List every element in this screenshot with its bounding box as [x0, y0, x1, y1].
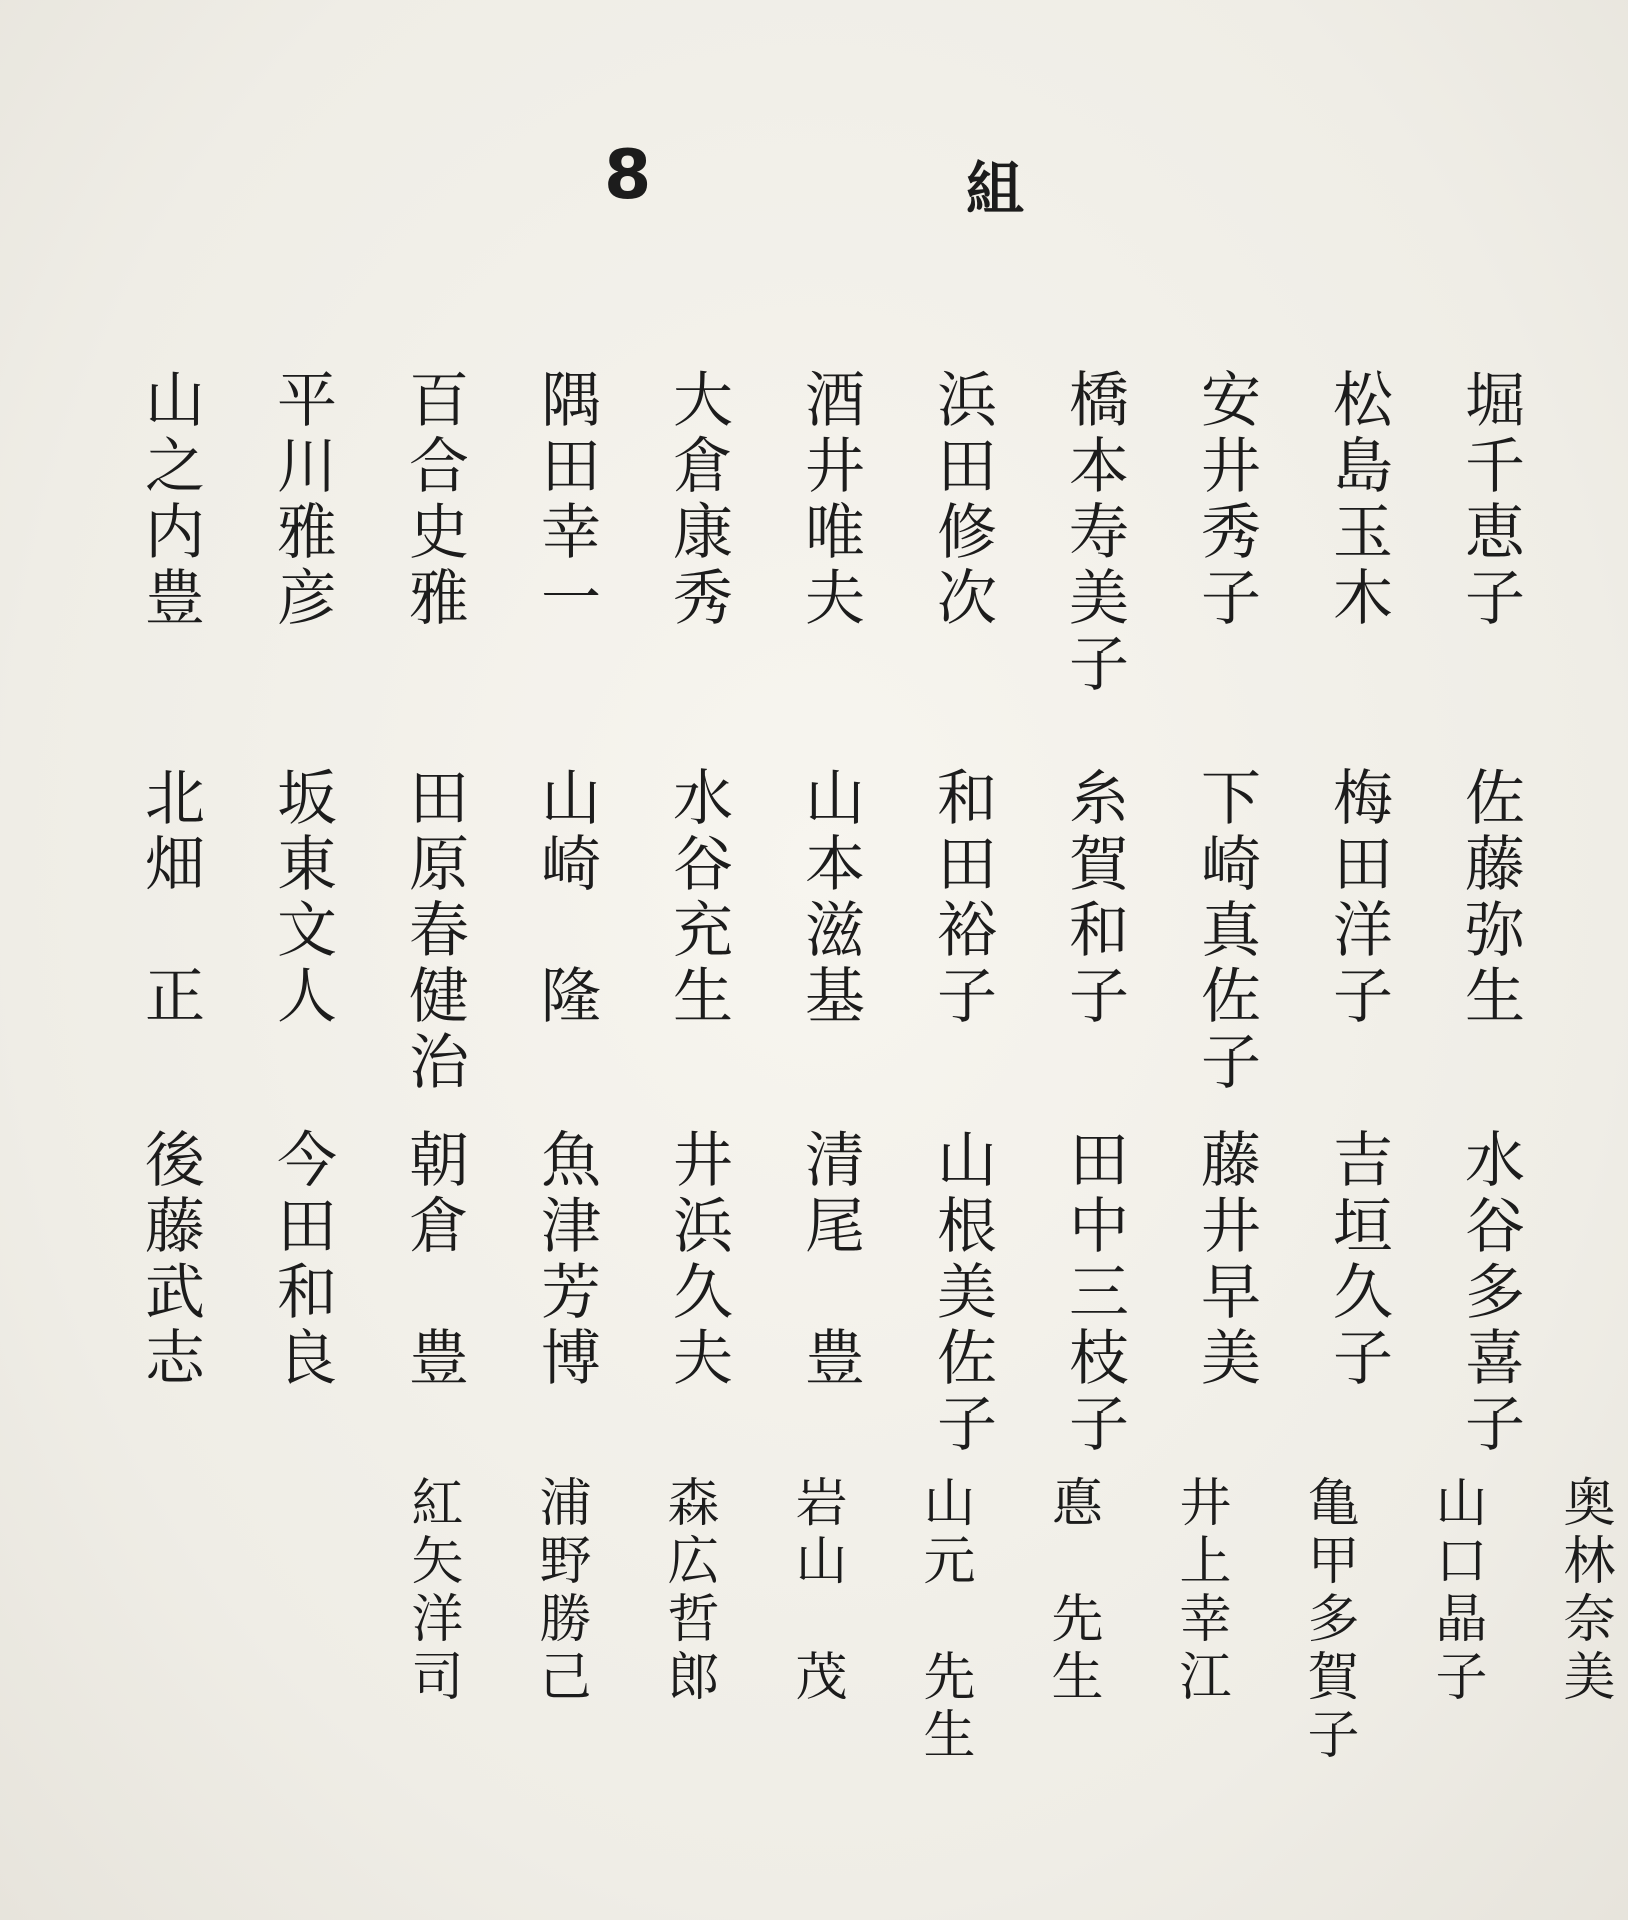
- student-name: 森広哲郎: [658, 1475, 718, 1707]
- student-name: 魚津芳博: [531, 1128, 601, 1392]
- student-name: 浜田修次: [927, 368, 997, 632]
- student-name: 大倉康秀: [663, 368, 733, 632]
- student-name: 梅田洋子: [1323, 766, 1393, 1030]
- student-name: 山本滋基: [795, 766, 865, 1030]
- student-name: 今田和良: [267, 1128, 337, 1392]
- student-name: 平川雅彦: [267, 368, 337, 632]
- student-name: 隅田幸一: [531, 368, 601, 632]
- name-row-3: [100, 1128, 1525, 1458]
- student-name: 安井秀子: [1191, 368, 1261, 632]
- name-row-1: [100, 368, 1525, 698]
- student-name: 後藤武志: [135, 1128, 205, 1392]
- student-name: 浦野勝己: [530, 1475, 590, 1707]
- student-name: 佐藤弥生: [1455, 766, 1525, 1030]
- teacher-name: 山元 先生: [914, 1475, 974, 1765]
- class-number: 8: [604, 136, 652, 215]
- student-name: 奥林奈美: [1554, 1475, 1614, 1707]
- student-name: 山崎 隆: [531, 766, 601, 1030]
- student-name: 紅矢洋司: [402, 1475, 462, 1707]
- student-name: 下崎真佐子: [1191, 766, 1261, 1096]
- student-name: 井上幸江: [1170, 1475, 1230, 1707]
- student-name: 亀甲多賀子: [1298, 1475, 1358, 1765]
- student-name: 和田裕子: [927, 766, 997, 1030]
- student-name: 田原春健治: [399, 766, 469, 1096]
- student-name: 清尾 豊: [795, 1128, 865, 1392]
- student-name: 百合史雅: [399, 368, 469, 632]
- student-name: 水谷多喜子: [1455, 1128, 1525, 1458]
- student-name: 坂東文人: [267, 766, 337, 1030]
- name-row-2: [100, 766, 1525, 1096]
- student-name: 朝倉 豊: [399, 1128, 469, 1392]
- teacher-name: 悳 先生: [1042, 1475, 1102, 1707]
- class-label: 組: [966, 155, 1025, 223]
- student-name: 岩山 茂: [786, 1475, 846, 1707]
- student-name: 山口晶子: [1426, 1475, 1486, 1707]
- student-name: 山根美佐子: [927, 1128, 997, 1458]
- student-name: 北畑 正: [135, 766, 205, 1030]
- student-name: 酒井唯夫: [795, 368, 865, 632]
- student-name: 橋本寿美子: [1059, 368, 1129, 698]
- student-name: 吉垣久子: [1323, 1128, 1393, 1392]
- student-name: 堀千恵子: [1455, 368, 1525, 632]
- student-name: 田中三枝子: [1059, 1128, 1129, 1458]
- student-name: 藤井早美: [1191, 1128, 1261, 1392]
- student-name: 水谷充生: [663, 766, 733, 1030]
- student-name: 井浜久夫: [663, 1128, 733, 1392]
- student-name: 山之内豊: [135, 368, 205, 632]
- student-name: 松島玉木: [1323, 368, 1393, 632]
- name-row-4: [190, 1475, 1614, 1805]
- student-name: 糸賀和子: [1059, 766, 1129, 1030]
